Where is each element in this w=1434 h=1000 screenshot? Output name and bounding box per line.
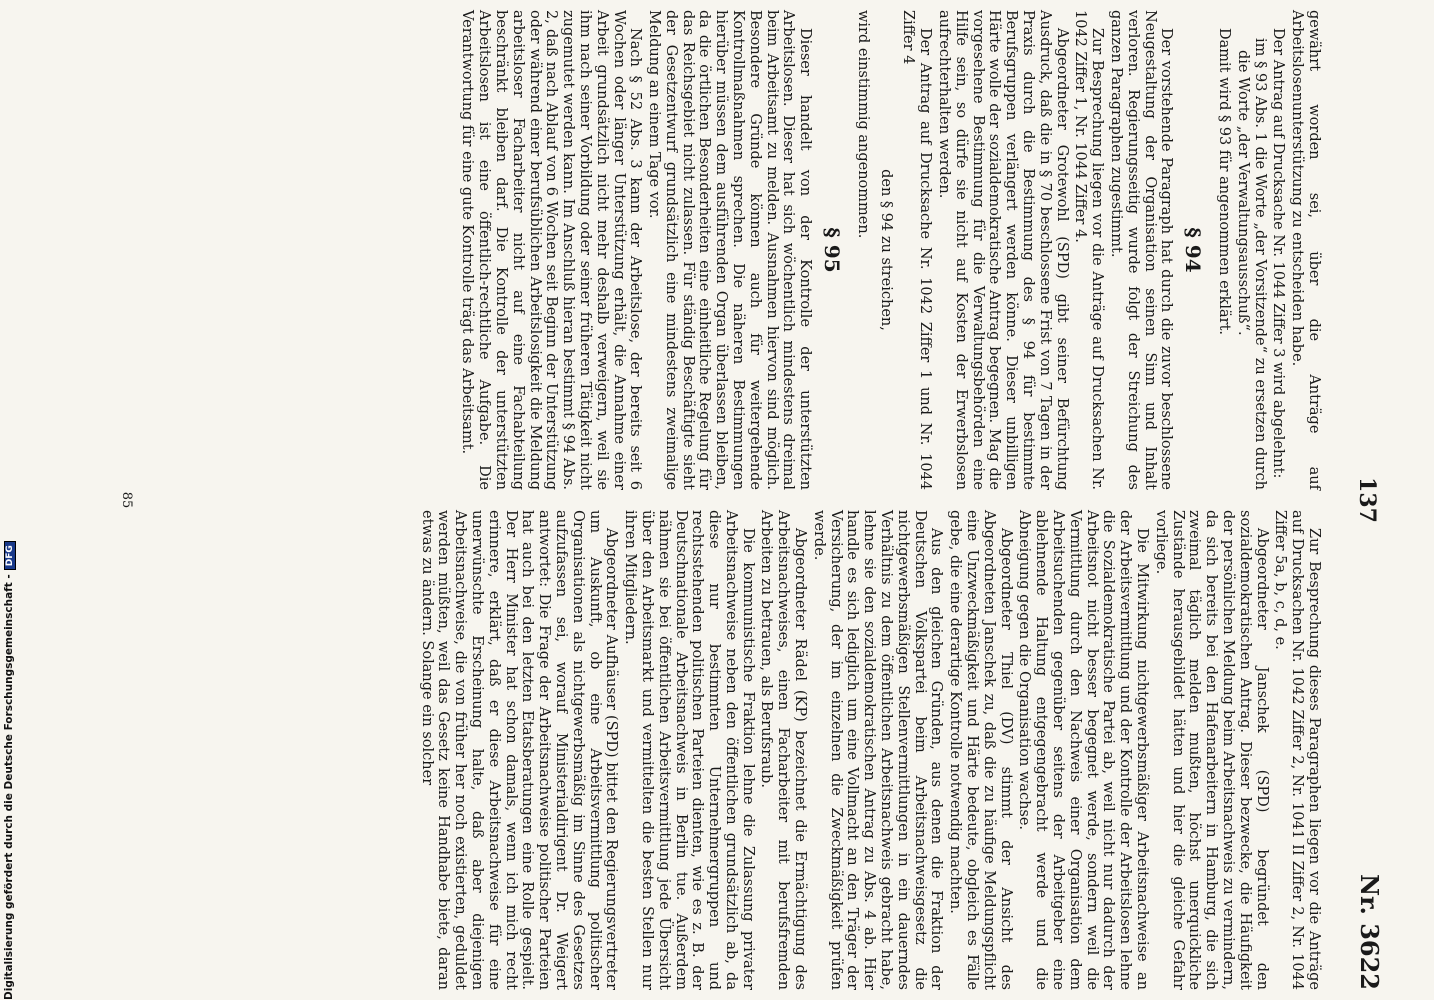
paragraph: Abgeordneter Thiel (DV) stimmt der Ansicht des Abgeordneten Janschek zu, daß die zu häufige Meldungspflicht eine Unzweckmäßigkeit und Härte bedeute, obgleich es Fälle gebe, die eine derartige Kontrolle notwendig machten. <box>947 510 1014 990</box>
paragraph: Der Antrag auf Drucksache Nr. 1042 Ziffer 1 und Nr. 1044 Ziffer 4 <box>900 10 934 490</box>
paragraph: Der Antrag auf Drucksache Nr. 1044 Ziffer 3 wird abgelehnt: <box>1270 28 1287 479</box>
paragraph: Der vorstehende Paragraph hat durch die zuvor beschlossene Neugestaltung der Organisation seinen Sinn und Inhalt verloren. Regierungsseitig wurde folgt der Streichung des ganzen Paragraphen zugestimmt. <box>1108 10 1175 490</box>
section-heading: § 95 <box>820 227 845 273</box>
paragraph: Abgeordneter Janschek (SPD) begründet den sozialdemokratischen Antrag. Dieser bezwecke, die Häufigkeit der persönlichen Meldung beim Arbeitsnachweis zu vermindern, da sich bereits bei den Hafenarbeitern in Hamburg, die sich zweimal täglich melden mußten, höchst unerquickliche Zustände herausgebildet hätten und hier die gleiche Gefahr vorliege. <box>1152 510 1270 990</box>
paragraph: im § 93 Abs. 1 die Worte „der Vorsitzende“ zu ersetzen durch die Worte „der Verwaltungsausschuß“. <box>1234 38 1268 490</box>
paragraph: Nach § 52 Abs. 3 kann der Arbeitslose, der bereits seit 6 Wochen oder länger Unterstützung erhält, die Annahme einer Arbeit grundsätzlich nicht mehr deshalb verweigern, weil sie ihm nach seiner Vorbildung oder seiner früheren Tätigkeit nicht zugemutet werden kann. Im Anschluß hieran bestimmt § 94 Abs. 2, daß nach Ablauf von 6 Wochen seit Beginn der Unterstützung oder während einer berufsüblichen Arbeitslosigkeit die Meldung arbeitsloser Facharbeiter nicht auf eine Fachabteilung beschränkt bleiben darf. Die Kontrolle der unterstützten Arbeitslosen ist eine öffentlich-rechtliche Aufgabe. Die Verantwortung für eine gute Kontrolle trägt das Arbeitsamt. <box>459 10 644 490</box>
paragraph: Abgeordneter Aufhäuser (SPD) bittet den Regierungsvertreter um Auskunft, ob eine Arbeitsvermittlung politischer Organisationen als nichtgewerbsmäßig im Sinne des Gesetzes aufzufassen sei, worauf Ministerialdirigent Dr. Weigert antwortet: Die Frage der Arbeitsnachweise politischer Parteien hat auch bei den letzten Etatsberatungen eine Rolle gespielt. Der Herr Minister hat schon damals, wenn ich mich recht erinnere, erklärt, daß er diese Arbeitsnachweise für eine unerwünschte Erscheinung halte, daß aber diejenigen Arbeitsnachweise, die von früher her noch existierten, geduldet werden müßten, weil das Gesetz keine Handhabe biete, daran etwas zu ändern. Solange ein solcher <box>418 510 620 990</box>
paragraph: gewährt worden sei, über die Anträge auf Arbeitslosenunterstützung zu entscheiden habe. <box>1289 10 1322 490</box>
left-column <box>457 10 1322 490</box>
paragraph: Zur Besprechung liegen vor die Anträge auf Drucksachen Nr. 1042 Ziffer 1, Nr. 1044 Ziffer 4. <box>1072 10 1106 490</box>
page-number: 137 <box>1354 477 1380 523</box>
footer-page-mark: 85 <box>119 491 134 509</box>
paragraph: Damit wird § 93 für angenommen erklärt. <box>1216 28 1233 336</box>
paragraph: Aus den gleichen Gründen, aus denen die Fraktion der Deutschen Volkspartei beim Arbeitsnachweisgesetz die nichtgewerbsmäßigen Stellenvermittlungen in ein dauerndes Verhältnis zu dem öffentlichen Arbeitsnachweis gebracht habe, lehne sie den sozialdemokratischen Antrag zu Abs. 4 ab. Hier handle es sich lediglich um eine Vollmacht an den Träger der Versicherung, der im einzelnen die Zweckmäßigkeit prüfen werde. <box>810 510 945 990</box>
dfg-logo: DFG <box>4 541 16 570</box>
paragraph: Die kommunistische Fraktion lehne die Zulassung privater Arbeitsnachweise neben den öffentlichen grundsätzlich ab, da diese nur bestimmten Unternehmergruppen und rechtsstehenden politischen Parteien dienten, wie es z. B. der Deutschnationale Arbeitsnachweis in Berlin tue. Außerdem nähmen sie bei öffentlichen Arbeitsvermittlung jede Übersicht über den Arbeitsmarkt und vermittelten die besten Stellen nur ihren Mitgliedern. <box>622 510 756 990</box>
paragraph: den § 94 zu streichen, <box>877 169 894 331</box>
section-heading: § 94 <box>1181 227 1206 273</box>
right-column <box>416 510 1322 990</box>
digitization-note-text: Digitalisierung gefördert durch die Deutsche Forschungsgemeinschaft - <box>3 574 15 1000</box>
paragraph: wird einstimmig angenommen. <box>854 10 871 239</box>
paragraph: Die Mitwirkung nichtgewerbsmäßiger Arbeitsnachweise an der Arbeitsvermittlung und der Kontrolle der Arbeitslosen lehne die Sozialdemokratische Partei ab, weil nicht nur dadurch der Arbeitsnot nicht besser begegnet werde, sondern weil die Vermittlung durch den Nachweis einer Organisation dem Arbeitsuchenden gegenüber seitens der Arbeitgeber eine ablehnende Haltung entgegengebracht werde und die Abneigung gegen die Organisation wachse. <box>1016 510 1151 990</box>
paragraph: Abgeordneter Rädel (KP) bezeichnet die Ermächtigung des Arbeitsnachweises, einen Facharbeiter mit berufsfremden Arbeiten zu betrauen, als Berufsraub. <box>758 510 809 990</box>
document-number: Nr. 3622 <box>1355 874 1384 990</box>
digitization-note <box>3 0 16 1000</box>
paragraph: Dieser handelt von der Kontrolle der unterstützten Arbeitslosen. Dieser hat sich wöchentlich mindestens dreimal beim Arbeitsamt zu melden. Ausnahmen hiervon sind möglich. Besondere Gründe können auch für weitergehende Kontrollmaßnahmen sprechen. Die näheren Bestimmungen hierüber müssen dem ausführenden Organ überlassen bleiben, da die örtlichen Besonderheiten eine einheitliche Regelung für das Reichsgebiet nicht zulassen. Für ständig Beschäftigte sieht der Gesetzentwurf grundsätzlich eine mindestens zweimalige Meldung an einem Tage vor. <box>646 10 814 490</box>
paragraph: Abgeordneter Grotewohl (SPD) gibt seiner Befürchtung Ausdruck, daß die in § 70 beschlossene Frist von 7 Tagen in der Praxis durch die Bestimmung des § 94 für bestimmte Berufsgruppen verlängert werden könne. Dieser unbilligen Härte wolle der sozialdemokratische Antrag begegnen. Mag die vorgesehene Bestimmung für die Verwaltungsbehörden eine Hilfe sein, so dürfe sie nicht auf Kosten der Erwerbslosen aufrechterhalten werden. <box>936 10 1070 490</box>
paragraph: Zur Besprechung dieses Paragraphen liegen vor die Anträge auf Drucksachen Nr. 1042 Ziffer 2, Nr. 1041 II Ziffer 2, Nr. 1044 Ziffer 5a, b, c, d, e. <box>1272 510 1322 990</box>
